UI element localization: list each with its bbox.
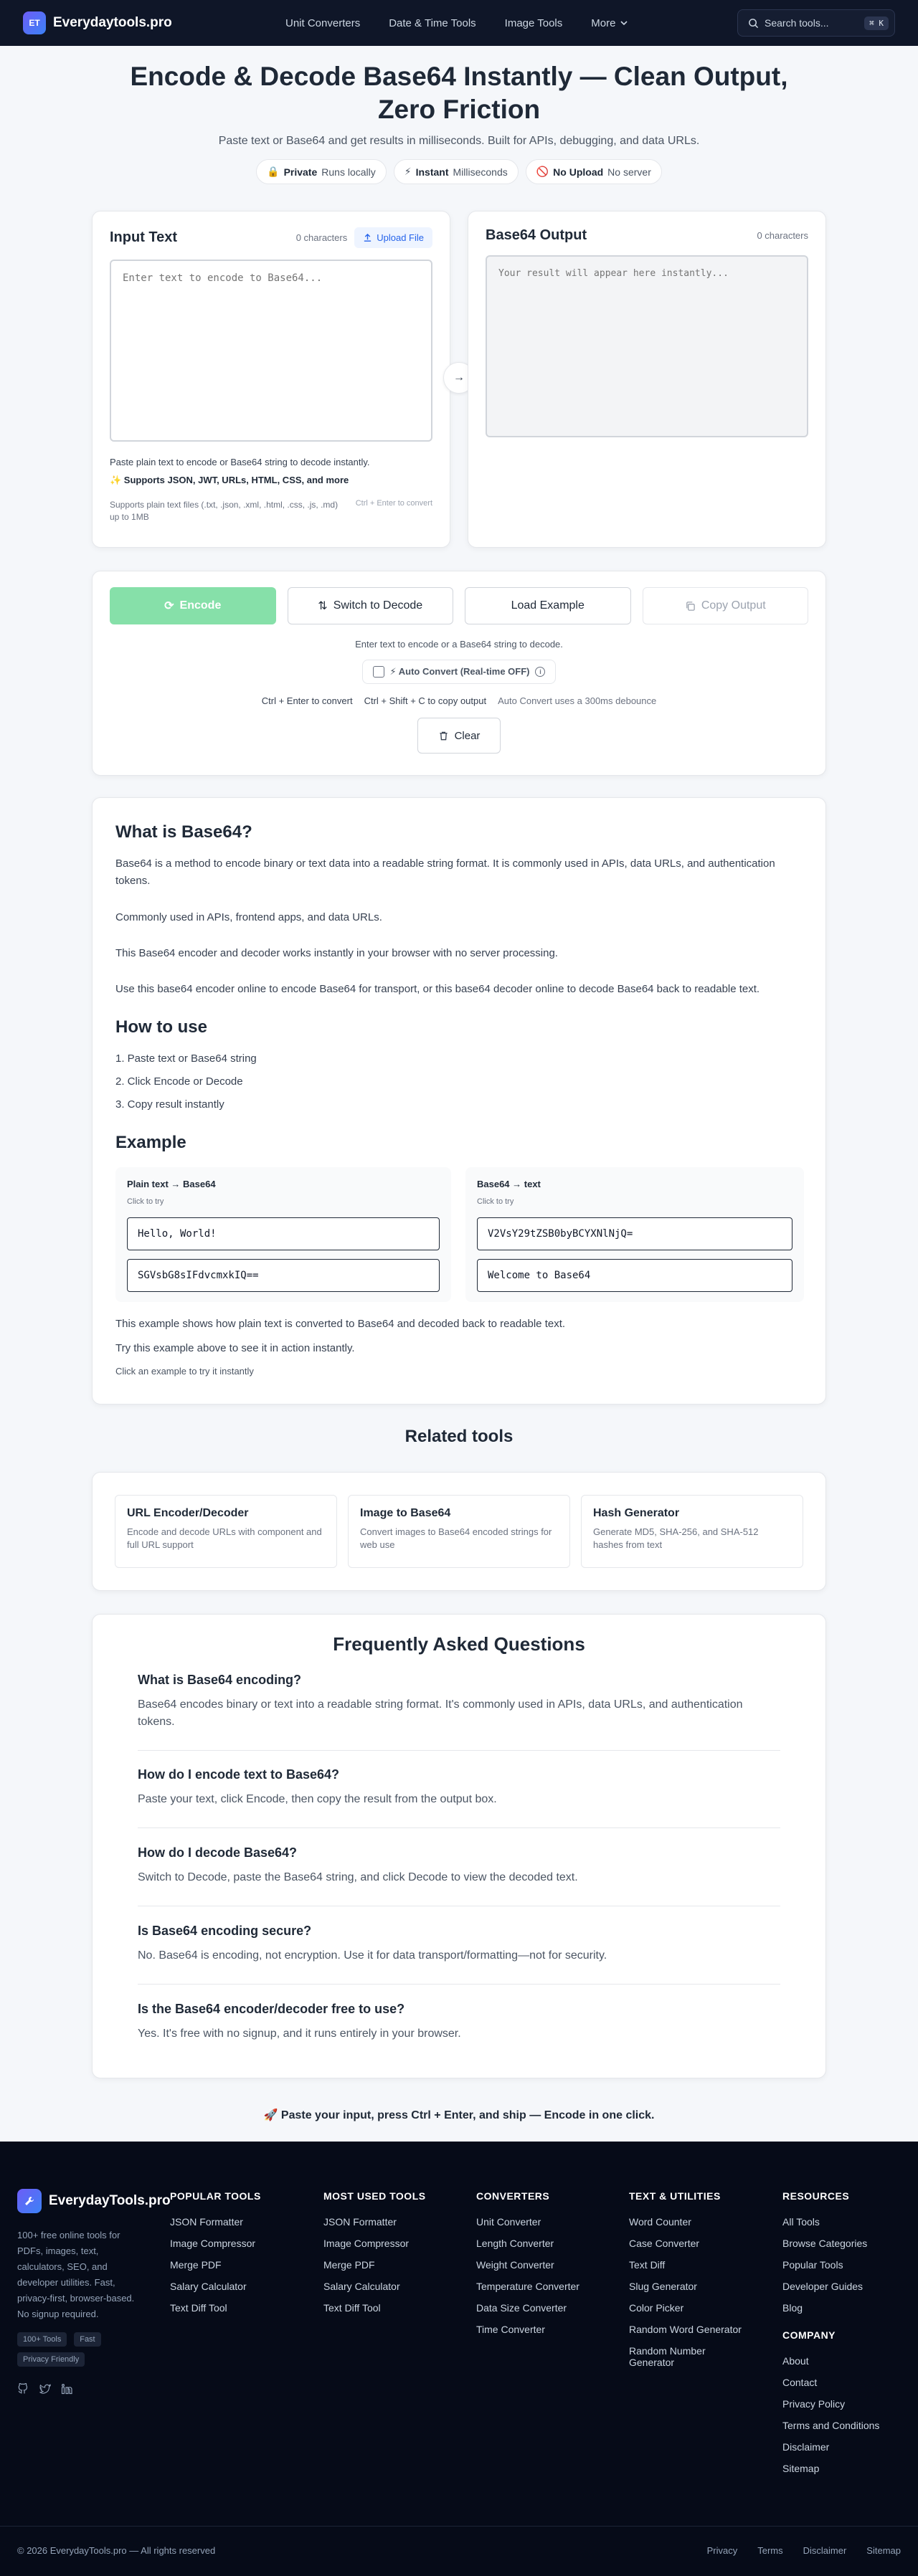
footer-column-title: MOST USED TOOLS — [323, 2190, 426, 2202]
footer-link[interactable]: Color Picker — [629, 2302, 684, 2314]
brand-name: Everydaytools.pro — [53, 15, 172, 30]
related-tool-card[interactable] — [581, 1495, 803, 1568]
how-to-step-2: 2. Click Encode or Decode — [115, 1075, 243, 1088]
how-to-step-3: 3. Copy result instantly — [115, 1098, 224, 1111]
nav-link-more[interactable] — [591, 17, 628, 29]
github-icon[interactable] — [17, 2382, 30, 2395]
related-tool-name: Hash Generator — [593, 1507, 680, 1519]
feature-badges — [0, 159, 918, 184]
footer-column-title: CONVERTERS — [476, 2190, 550, 2202]
nav-link-image-tools[interactable]: Image Tools — [504, 16, 563, 29]
footer-link[interactable]: Case Converter — [629, 2238, 700, 2249]
badge-private-text: Runs locally — [321, 166, 376, 178]
example-item[interactable]: Welcome to Base64 — [477, 1259, 792, 1292]
how-to-step-1: 1. Paste text or Base64 string — [115, 1052, 257, 1065]
footer-link[interactable]: All Tools — [782, 2216, 820, 2228]
footer-link[interactable]: Weight Converter — [476, 2259, 554, 2271]
faq-question: How do I decode Base64? — [138, 1845, 298, 1860]
input-hint: Paste plain text to encode or Base64 string to decode instantly. — [110, 457, 370, 467]
faq-item[interactable] — [138, 2002, 780, 2043]
what-is-title: What is Base64? — [115, 822, 252, 842]
example-note-3: Click an example to try it instantly — [115, 1366, 254, 1377]
example-item[interactable]: SGVsbG8sIFdvcmxkIQ== — [127, 1259, 440, 1292]
faq-item[interactable] — [138, 1924, 780, 1964]
footer-bottom-link[interactable]: Terms — [757, 2545, 783, 2556]
footer-link[interactable]: Slug Generator — [629, 2281, 697, 2292]
footer-link[interactable]: Salary Calculator — [323, 2281, 400, 2292]
footer-link[interactable]: Popular Tools — [782, 2259, 843, 2271]
copy-output-label: Copy Output — [701, 599, 766, 612]
input-panel-title: Input Text — [110, 229, 178, 245]
nav-links — [285, 0, 628, 46]
badge-no-upload-strong: No Upload — [553, 166, 604, 178]
info-section — [92, 797, 826, 1405]
footer-link[interactable]: Merge PDF — [170, 2259, 222, 2271]
footer-link[interactable]: Unit Converter — [476, 2216, 541, 2228]
example-item[interactable]: Hello, World! — [127, 1217, 440, 1250]
input-file-note: Supports plain text files (.txt, .json, .xml, .html, .css, .js, .md) up to 1MB — [110, 500, 339, 522]
switch-mode-label: Switch to Decode — [333, 599, 423, 612]
what-is-paragraph-4: Use this base64 encoder online to encode Base64 for transport, or this base64 decoder online to decode Base64 back to readable text. — [115, 983, 760, 995]
upload-file-button[interactable] — [354, 227, 432, 248]
copy-icon — [685, 601, 696, 612]
faq-question: What is Base64 encoding? — [138, 1673, 302, 1687]
footer-column-resources — [782, 2190, 879, 2484]
footer-column-text-utilities — [629, 2190, 751, 2378]
load-example-button[interactable]: Load Example — [465, 587, 631, 624]
linkedin-icon[interactable] — [60, 2382, 73, 2395]
faq-question: Is Base64 encoding secure? — [138, 1924, 312, 1938]
related-tool-desc: Convert images to Base64 encoded strings for web use — [360, 1526, 552, 1550]
faq-item[interactable] — [138, 1767, 780, 1808]
related-tools-title: Related tools — [404, 1427, 514, 1446]
copy-output-button[interactable] — [643, 587, 809, 624]
input-shortcut-hint: Ctrl + Enter to convert — [355, 499, 432, 508]
footer-link[interactable]: Browse Categories — [782, 2238, 868, 2249]
actions-panel — [92, 571, 826, 776]
faq-answer: Paste your text, click Encode, then copy the result from the output box. — [138, 1793, 497, 1805]
faq-answer: No. Base64 is encoding, not encryption. Use it for data transport/formatting—not for security. — [138, 1949, 607, 1962]
auto-convert-toggle[interactable] — [362, 660, 557, 684]
footer-link[interactable]: Sitemap — [782, 2463, 820, 2474]
badge-instant — [394, 159, 519, 184]
related-tool-name: URL Encoder/Decoder — [127, 1507, 249, 1519]
search-shortcut: ⌘ K — [864, 16, 889, 30]
search-label: Search tools... — [765, 17, 829, 29]
faq-title: Frequently Asked Questions — [333, 1633, 585, 1655]
footer-link[interactable]: JSON Formatter — [323, 2216, 397, 2228]
status-text: Enter text to encode or a Base64 string to decode. — [355, 639, 563, 650]
footer-link[interactable]: Terms and Conditions — [782, 2420, 880, 2431]
clear-label: Clear — [454, 729, 481, 742]
footer-link[interactable]: Image Compressor — [170, 2238, 256, 2249]
footer-link[interactable]: Text Diff Tool — [170, 2302, 227, 2314]
nav-link-unit-converters[interactable]: Unit Converters — [285, 16, 361, 29]
auto-convert-label: ⚡ Auto Convert (Real-time OFF) — [389, 666, 530, 677]
footer-link[interactable]: Salary Calculator — [170, 2281, 247, 2292]
footer-column-title: COMPANY — [782, 2329, 836, 2341]
footer-bottom-link[interactable]: Disclaimer — [803, 2545, 847, 2556]
wrench-icon — [17, 2189, 42, 2213]
example-base64-to-text — [465, 1167, 804, 1302]
shortcut-convert: Ctrl + Enter to convert — [261, 695, 353, 706]
auto-convert-note: Auto Convert uses a 300ms debounce — [498, 695, 657, 706]
footer-link[interactable]: Contact — [782, 2377, 818, 2388]
footer-brand[interactable] — [17, 2189, 171, 2213]
example-item[interactable]: V2VsY29tZSB0byBCYXNlNjQ= — [477, 1217, 792, 1250]
bolt-icon: ⚡ — [404, 166, 412, 177]
output-textarea[interactable] — [486, 255, 808, 437]
example-note-2: Try this example above to see it in action instantly. — [115, 1342, 355, 1354]
output-panel — [468, 211, 826, 548]
refresh-icon: ⟳ — [164, 600, 174, 612]
encode-label: Encode — [179, 599, 222, 612]
nav-link-more-label: More — [591, 16, 616, 29]
badge-instant-strong: Instant — [415, 166, 449, 178]
faq-answer: Yes. It's free with no signup, and it runs entirely in your browser. — [138, 2028, 461, 2040]
footer-link[interactable]: About — [782, 2355, 809, 2367]
info-icon[interactable]: i — [535, 667, 545, 677]
footer-tag: Privacy Friendly — [17, 2352, 85, 2367]
badge-no-upload — [526, 159, 662, 184]
encode-button[interactable] — [110, 587, 276, 624]
footer-tag: Fast — [74, 2332, 100, 2347]
brand[interactable] — [23, 11, 172, 34]
hero — [0, 60, 918, 184]
footer-link[interactable]: Merge PDF — [323, 2259, 375, 2271]
footer-column-most-used — [323, 2190, 426, 2324]
footer-link[interactable]: Image Compressor — [323, 2238, 410, 2249]
footer-column-title: RESOURCES — [782, 2190, 850, 2202]
footer-link[interactable]: JSON Formatter — [170, 2216, 243, 2228]
shortcut-copy: Ctrl + Shift + C to copy output — [364, 695, 487, 706]
output-char-count: 0 characters — [757, 230, 808, 241]
upload-icon — [363, 233, 372, 242]
badge-no-upload-text: No server — [607, 166, 651, 178]
example-title: Example — [115, 1133, 186, 1152]
footer-link[interactable]: Length Converter — [476, 2238, 554, 2249]
output-panel-title: Base64 Output — [486, 227, 587, 243]
footer-bottom-link[interactable]: Sitemap — [866, 2545, 901, 2556]
faq-item[interactable] — [138, 1673, 780, 1731]
footer-column-title: POPULAR TOOLS — [170, 2190, 261, 2202]
faq-answer: Switch to Decode, paste the Base64 string, and click Decode to view the decoded text. — [138, 1871, 578, 1883]
auto-convert-checkbox[interactable] — [373, 666, 384, 678]
example-sub: Click to try — [127, 1197, 164, 1206]
input-supports: ✨ Supports JSON, JWT, URLs, HTML, CSS, and more — [110, 475, 349, 485]
footer-link[interactable]: Data Size Converter — [476, 2302, 567, 2314]
footer-bottom-bar — [0, 2526, 918, 2576]
badge-private-strong: Private — [283, 166, 318, 178]
related-tool-card[interactable] — [348, 1495, 570, 1568]
example-heading: Base64 → text — [477, 1179, 541, 1189]
footer-link[interactable]: Blog — [782, 2302, 803, 2314]
faq-divider — [138, 1984, 780, 1985]
footer-link[interactable]: Random Word Generator — [629, 2324, 742, 2335]
copyright: © 2026 EverydayTools.pro — All rights reserved — [17, 2545, 216, 2556]
no-entry-icon: 🚫 — [536, 166, 549, 177]
related-tool-card[interactable] — [115, 1495, 337, 1568]
what-is-paragraph-1: Base64 is a method to encode binary or text data into a readable string format. It is commonly used in APIs, data URLs, and authentication tokens. — [115, 857, 775, 887]
example-plain-to-base64 — [115, 1167, 451, 1302]
footer-bottom-link[interactable]: Privacy — [706, 2545, 738, 2556]
footer-description: 100+ free online tools for PDFs, images, text, calculators, SEO, and developer utilities. Fast, privacy-first, browser-based. No signup required. — [17, 2230, 135, 2319]
footer-link[interactable]: Text Diff Tool — [323, 2302, 381, 2314]
twitter-icon[interactable] — [39, 2382, 52, 2395]
footer-link[interactable]: Developer Guides — [782, 2281, 863, 2292]
footer-brand-name: EverydayTools.pro — [49, 2193, 171, 2208]
faq-item[interactable] — [138, 1845, 780, 1886]
clear-button[interactable] — [417, 718, 501, 754]
search-icon — [748, 18, 759, 29]
badge-instant-text: Milliseconds — [453, 166, 508, 178]
example-heading: Plain text → Base64 — [127, 1179, 216, 1189]
footer-column-converters — [476, 2190, 579, 2345]
brand-logo: ET — [23, 11, 46, 34]
trash-icon — [438, 731, 449, 741]
what-is-paragraph-2: Commonly used in APIs, frontend apps, and data URLs. — [115, 911, 382, 923]
related-tool-desc: Encode and decode URLs with component and full URL support — [127, 1526, 322, 1550]
cta-text: 🚀 Paste your input, press Ctrl + Enter, and ship — Encode in one click. — [263, 2109, 655, 2121]
switch-mode-button[interactable] — [288, 587, 454, 624]
input-textarea[interactable] — [110, 260, 432, 442]
footer-column-popular — [170, 2190, 261, 2324]
swap-vertical-icon: ⇅ — [318, 600, 328, 612]
input-char-count: 0 characters — [295, 232, 348, 243]
footer-link[interactable]: Random Number Generator — [629, 2345, 706, 2368]
lock-icon: 🔒 — [267, 166, 280, 177]
example-note-1: This example shows how plain text is converted to Base64 and decoded back to readable text. — [115, 1318, 566, 1330]
faq-question: How do I encode text to Base64? — [138, 1767, 340, 1782]
top-navigation — [0, 0, 918, 46]
chevron-down-icon — [620, 19, 628, 27]
how-to-title: How to use — [115, 1017, 208, 1037]
badge-private — [256, 159, 387, 184]
input-panel — [92, 211, 450, 548]
footer-link[interactable]: Time Converter — [476, 2324, 545, 2335]
footer-link[interactable]: Disclaimer — [782, 2441, 830, 2453]
related-tool-desc: Generate MD5, SHA-256, and SHA-512 hashes from text — [593, 1526, 759, 1550]
related-tool-name: Image to Base64 — [360, 1507, 451, 1519]
upload-file-label: Upload File — [377, 232, 424, 243]
page-title: Encode & Decode Base64 Instantly — Clean Output, Zero Friction — [130, 62, 788, 124]
footer-link[interactable]: Privacy Policy — [782, 2398, 846, 2410]
page-subtitle: Paste text or Base64 and get results in milliseconds. Built for APIs, debugging, and data URLs. — [218, 135, 700, 147]
example-sub: Click to try — [477, 1197, 514, 1206]
footer-column-title: TEXT & UTILITIES — [629, 2190, 721, 2202]
footer-link[interactable]: Temperature Converter — [476, 2281, 579, 2292]
footer-tag: 100+ Tools — [17, 2332, 67, 2347]
faq-question: Is the Base64 encoder/decoder free to use? — [138, 2002, 405, 2016]
arrow-right-icon: → — [453, 371, 465, 384]
faq-answer: Base64 encodes binary or text into a readable string format. It's commonly used in APIs, data URLs, and authentication tokens. — [138, 1698, 743, 1728]
faq-divider — [138, 1750, 780, 1751]
footer — [0, 2142, 918, 2576]
search-button[interactable] — [737, 9, 895, 37]
footer-link[interactable]: Word Counter — [629, 2216, 691, 2228]
footer-link[interactable]: Text Diff — [629, 2259, 666, 2271]
nav-link-date-time-tools[interactable]: Date & Time Tools — [389, 16, 476, 29]
what-is-paragraph-3: This Base64 encoder and decoder works instantly in your browser with no server processing. — [115, 947, 558, 959]
